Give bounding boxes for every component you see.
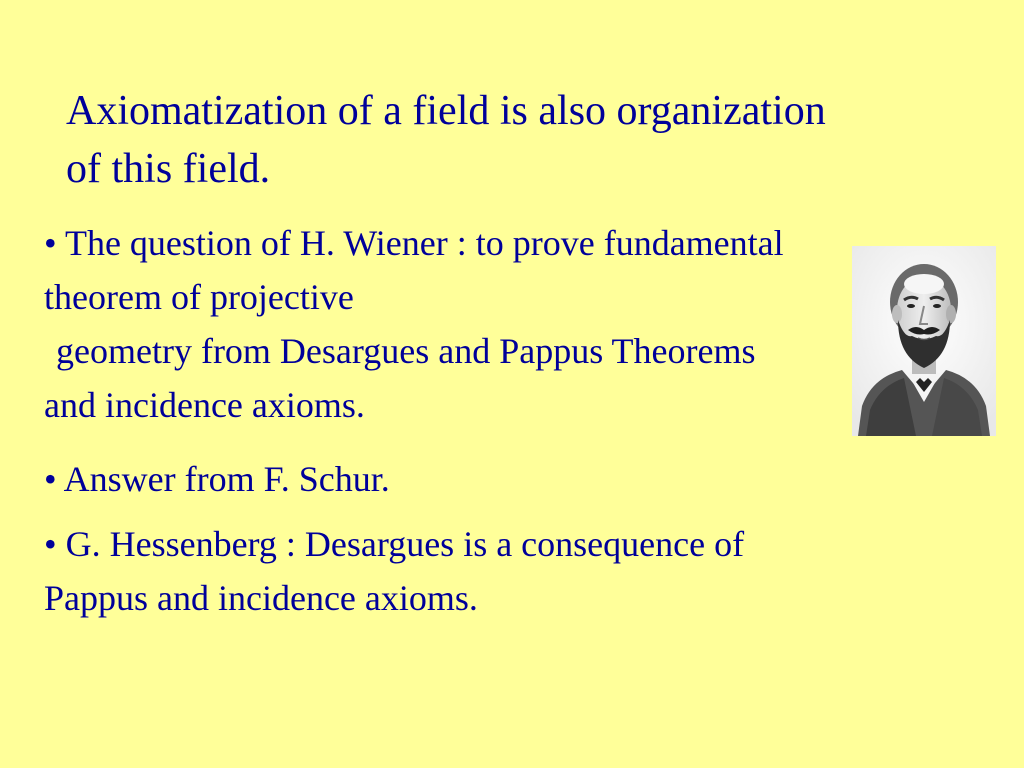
bullet-line: geometry from Desargues and Pappus Theorems bbox=[56, 331, 756, 371]
bullet-text: Answer from F. Schur. bbox=[56, 459, 390, 499]
slide-title bbox=[66, 82, 1006, 198]
bullet-line: theorem of projective bbox=[44, 277, 354, 317]
title-line-1: Axiomatization of a field is also organization bbox=[66, 88, 826, 134]
bullet-line bbox=[44, 216, 784, 270]
portrait-photo bbox=[852, 246, 996, 436]
bullet-marker: • bbox=[44, 223, 57, 263]
bullet-text: G. Hessenberg : Desargues is a consequence of bbox=[56, 524, 745, 564]
bullet-marker: • bbox=[44, 459, 57, 499]
portrait-illustration bbox=[852, 246, 996, 436]
bullet-line: Pappus and incidence axioms. bbox=[44, 578, 478, 618]
title-line-2: of this field. bbox=[66, 146, 271, 192]
bullet-line: and incidence axioms. bbox=[44, 385, 365, 425]
bullet-wiener-question bbox=[44, 216, 784, 432]
bullet-schur-answer bbox=[44, 452, 390, 506]
bullet-line bbox=[44, 517, 744, 571]
bullet-hessenberg bbox=[44, 517, 744, 625]
bullet-text: The question of H. Wiener : to prove fundamental bbox=[56, 223, 784, 263]
bullet-marker: • bbox=[44, 524, 57, 564]
